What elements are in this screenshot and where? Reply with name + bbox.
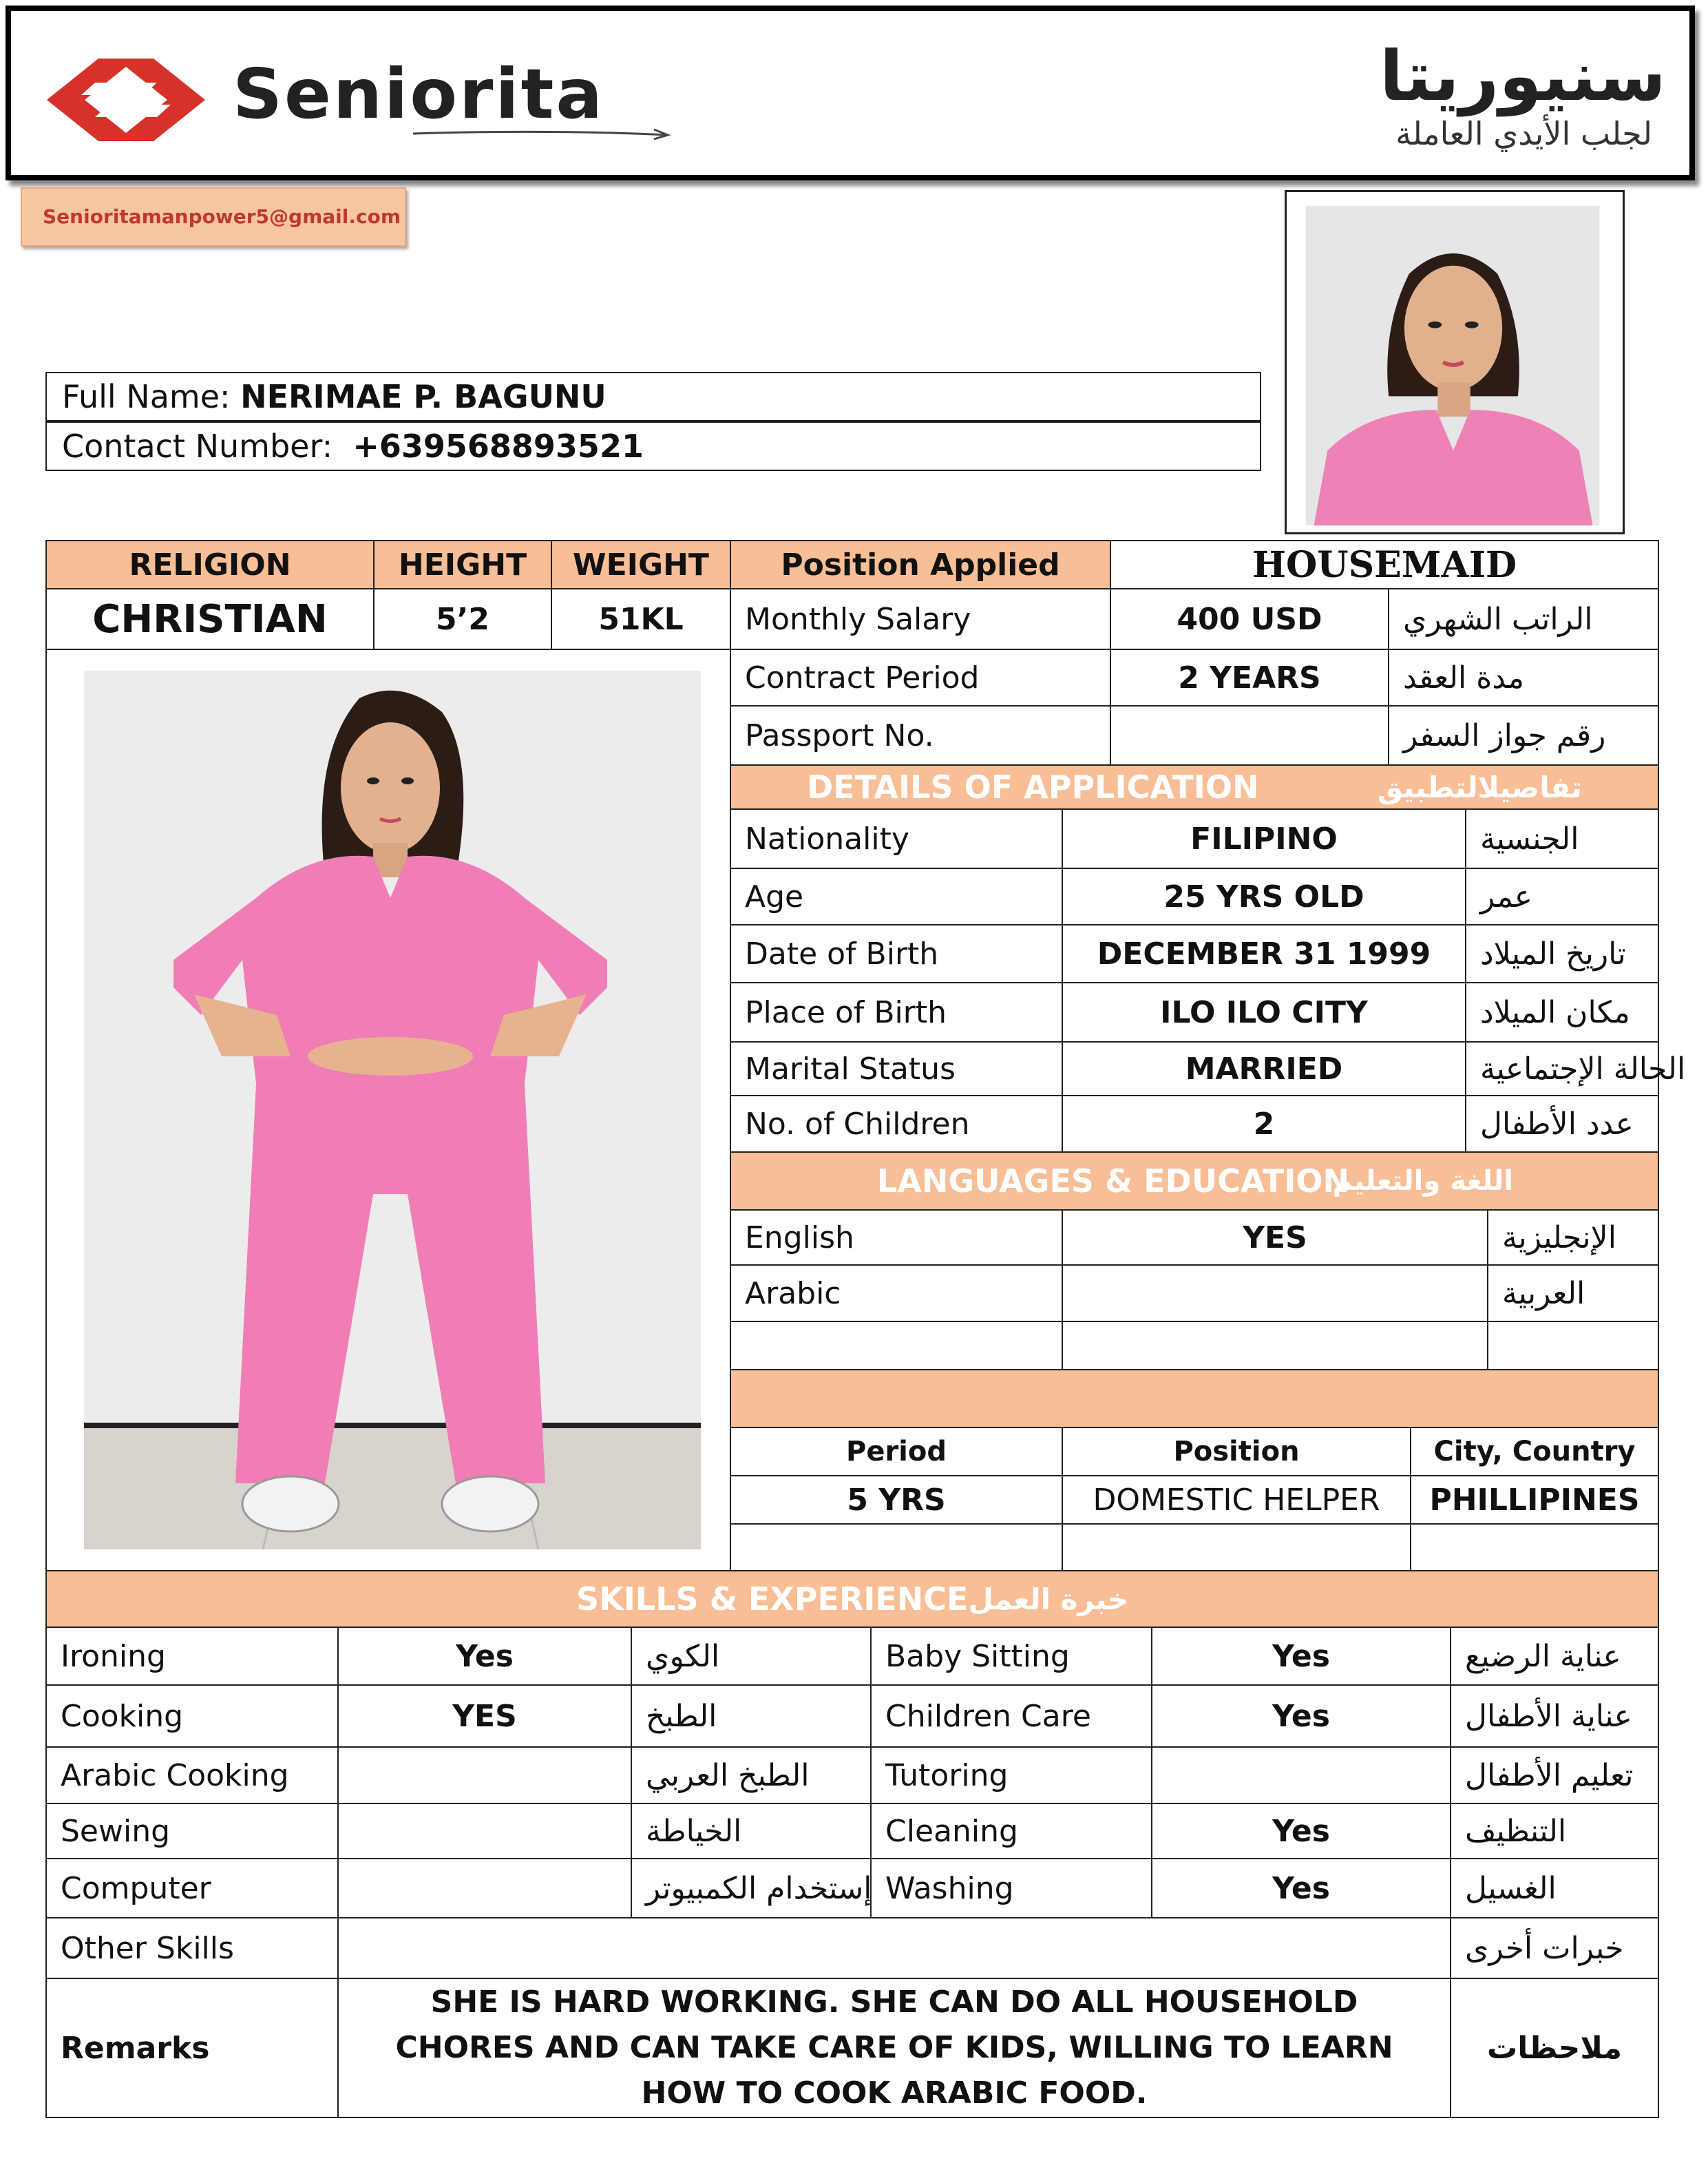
- skill-value: [1151, 1746, 1451, 1804]
- details-row-arabic: مكان الميلاد: [1465, 982, 1659, 1043]
- details-row-value: 25 YRS OLD: [1062, 868, 1466, 925]
- english-arabic: الإنجليزية: [1487, 1209, 1659, 1266]
- height-header: HEIGHT: [373, 540, 552, 589]
- skill-value: Yes: [1151, 1684, 1451, 1748]
- details-of-application-header: [730, 764, 1659, 810]
- details-row-value: DECEMBER 31 1999: [1062, 924, 1466, 983]
- weight-header: WEIGHT: [551, 540, 731, 589]
- experience-empty-cell: [730, 1523, 1063, 1571]
- monthly-salary-arabic: الراتب الشهري: [1388, 588, 1659, 650]
- arabic-value: [1062, 1264, 1488, 1322]
- skill-arabic: عناية الرضيع: [1450, 1627, 1659, 1686]
- skill-arabic: التنظيف: [1450, 1803, 1659, 1859]
- skill-value: Yes: [1151, 1858, 1451, 1918]
- full-name-label: Full Name:: [62, 378, 231, 415]
- details-row-value: 2: [1062, 1095, 1466, 1153]
- language-empty-cell: [1487, 1321, 1659, 1370]
- skills-title-arabic: خبرة العمل: [968, 1582, 1128, 1616]
- portrait-photo-frame: [1285, 190, 1625, 534]
- languages-title-arabic: اللغة والتعليم: [1332, 1165, 1513, 1197]
- passport-number-value: [1110, 705, 1389, 766]
- skill-value: Yes: [337, 1627, 632, 1686]
- skill-arabic: الكوي: [631, 1627, 872, 1686]
- skill-arabic: الطبخ العربي: [631, 1746, 872, 1804]
- portrait-photo: [1287, 192, 1623, 532]
- experience-header-band: [730, 1369, 1659, 1428]
- skill-label: Cooking: [45, 1684, 339, 1748]
- passport-number-arabic: رقم جواز السفر: [1388, 705, 1659, 766]
- position-header: Position: [1062, 1427, 1411, 1476]
- details-row-value: ILO ILO CITY: [1062, 982, 1466, 1043]
- weight-value: 51KL: [551, 588, 731, 650]
- details-row-arabic: الجنسية: [1465, 808, 1659, 869]
- experience-city-country: PHILLIPINES: [1410, 1475, 1659, 1525]
- details-row-arabic: تاريخ الميلاد: [1465, 924, 1659, 983]
- contract-period-arabic: مدة العقد: [1388, 649, 1659, 707]
- skill-arabic: تعليم الأطفال: [1450, 1746, 1659, 1804]
- remarks-label: Remarks: [45, 1978, 339, 2118]
- logo-swoosh-icon: [413, 127, 675, 140]
- skill-label: Children Care: [870, 1684, 1152, 1748]
- other-skills-value: [337, 1917, 1451, 1979]
- skill-arabic: الطبخ: [631, 1684, 872, 1748]
- monthly-salary-value: 400 USD: [1110, 588, 1389, 650]
- experience-position: DOMESTIC HELPER: [1062, 1475, 1411, 1525]
- skill-arabic: الخياطة: [631, 1803, 872, 1859]
- languages-education-header: [730, 1151, 1659, 1211]
- skill-value: [337, 1746, 632, 1804]
- full-body-photo: [84, 671, 701, 1549]
- other-skills-arabic: خبرات أخرى: [1450, 1917, 1659, 1979]
- skill-arabic: الغسيل: [1450, 1858, 1659, 1918]
- remarks-arabic: ملاحظات: [1450, 1978, 1659, 2118]
- skill-label: Cleaning: [870, 1803, 1152, 1859]
- details-row-value: MARRIED: [1062, 1041, 1466, 1096]
- language-empty-cell: [1062, 1321, 1488, 1370]
- contract-period-label: Contract Period: [730, 649, 1111, 707]
- logo-tagline-arabic: لجلب الأيدي العاملة: [1395, 115, 1652, 152]
- contact-number-value: +639568893521: [352, 428, 644, 465]
- period-header: Period: [730, 1427, 1063, 1476]
- details-row-arabic: عمر: [1465, 868, 1659, 925]
- full-name-row: [45, 372, 1261, 421]
- religion-value: CHRISTIAN: [45, 588, 375, 650]
- skill-label: Washing: [870, 1858, 1152, 1918]
- details-row-arabic: الحالة الإجتماعية: [1465, 1041, 1659, 1096]
- height-value: 5’2: [373, 588, 552, 650]
- experience-empty-cell: [1410, 1523, 1659, 1571]
- email-link[interactable]: Senioritamanpower5@gmail.com: [21, 187, 406, 247]
- skill-value: [337, 1858, 632, 1918]
- religion-header: RELIGION: [45, 540, 375, 589]
- arabic-label: Arabic: [730, 1264, 1063, 1322]
- seniorita-logo-icon: [33, 41, 219, 158]
- skill-label: Arabic Cooking: [45, 1746, 339, 1804]
- logo-wordmark: Seniorita: [233, 54, 604, 134]
- skill-label: Computer: [45, 1858, 339, 1918]
- skill-label: Ironing: [45, 1627, 339, 1686]
- city-country-header: City, Country: [1410, 1427, 1659, 1476]
- other-skills-label: Other Skills: [45, 1917, 339, 1979]
- skill-value: Yes: [1151, 1627, 1451, 1686]
- language-empty-cell: [730, 1321, 1063, 1370]
- skills-title: SKILLS & EXPERIENCE: [576, 1580, 969, 1618]
- skill-value: Yes: [1151, 1803, 1451, 1859]
- skill-value: YES: [337, 1684, 632, 1748]
- details-row-label: Nationality: [730, 808, 1063, 869]
- details-row-label: Date of Birth: [730, 924, 1063, 983]
- position-applied-header: Position Applied: [730, 540, 1111, 589]
- details-row-label: Marital Status: [730, 1041, 1063, 1096]
- skill-label: Sewing: [45, 1803, 339, 1859]
- contact-number-label: Contact Number:: [62, 428, 333, 465]
- full-name-value: NERIMAE P. BAGUNU: [240, 378, 607, 415]
- skill-arabic: إستخدام الكمبيوتر: [631, 1858, 872, 1918]
- remarks-value: SHE IS HARD WORKING. SHE CAN DO ALL HOUSEHOLD CHORES AND CAN TAKE CARE OF KIDS, WILLING TO LEARN HOW TO COOK ARABIC FOOD.: [337, 1978, 1451, 2118]
- details-row-label: Age: [730, 868, 1063, 925]
- skill-label: Tutoring: [870, 1746, 1152, 1804]
- skill-label: Baby Sitting: [870, 1627, 1152, 1686]
- experience-period: 5 YRS: [730, 1475, 1063, 1525]
- skills-experience-header: [45, 1570, 1659, 1628]
- details-row-arabic: عدد الأطفال: [1465, 1095, 1659, 1153]
- logo-wordmark-arabic: سنيوريتا: [1379, 36, 1666, 116]
- details-title: DETAILS OF APPLICATION: [807, 768, 1259, 806]
- details-row-label: No. of Children: [730, 1095, 1063, 1153]
- details-row-value: FILIPINO: [1062, 808, 1466, 869]
- contact-number-row: [45, 421, 1261, 471]
- monthly-salary-label: Monthly Salary: [730, 588, 1111, 650]
- contract-period-value: 2 YEARS: [1110, 649, 1389, 707]
- arabic-arabic: العربية: [1487, 1264, 1659, 1322]
- languages-title: LANGUAGES & EDUCATION: [877, 1162, 1350, 1200]
- position-applied-value: HOUSEMAID: [1110, 540, 1659, 589]
- skill-value: [337, 1803, 632, 1859]
- passport-number-label: Passport No.: [730, 705, 1111, 766]
- details-title-arabic: تفاصيلالتطبيق: [1377, 770, 1582, 804]
- english-value: YES: [1062, 1209, 1488, 1266]
- experience-empty-cell: [1062, 1523, 1411, 1571]
- details-row-label: Place of Birth: [730, 982, 1063, 1043]
- full-body-photo-cell: [45, 649, 731, 1571]
- english-label: English: [730, 1209, 1063, 1266]
- skill-arabic: عناية الأطفال: [1450, 1684, 1659, 1748]
